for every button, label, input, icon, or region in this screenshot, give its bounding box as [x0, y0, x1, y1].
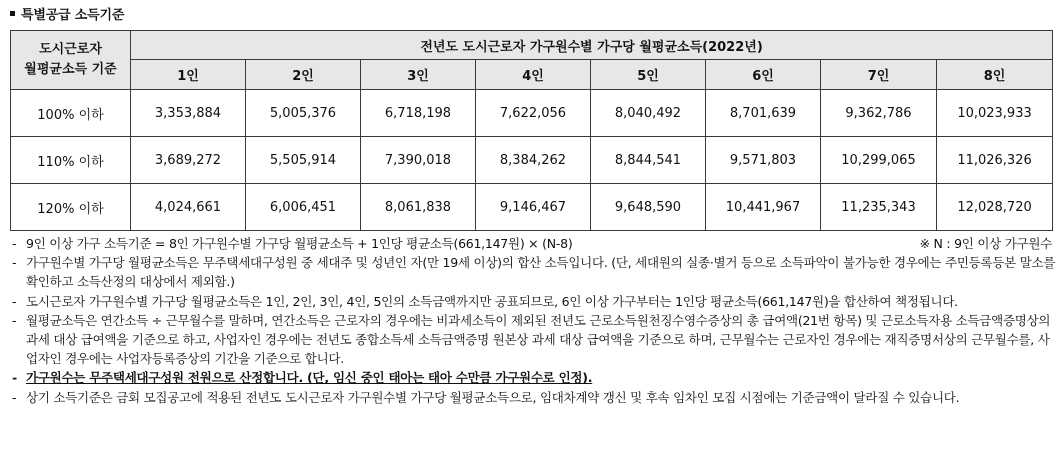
table-cell: 9,648,590 — [591, 184, 706, 231]
table-cell: 5,505,914 — [246, 137, 361, 184]
table-cell: 4,024,661 — [131, 184, 246, 231]
note-item — [12, 253, 1056, 291]
table-cell: 8,040,492 — [591, 90, 706, 137]
table-cell: 9,146,467 — [476, 184, 591, 231]
col-header-6: 6인 — [706, 60, 821, 90]
table-cell: 10,441,967 — [706, 184, 821, 231]
note-item — [12, 234, 1056, 253]
table-cell: 11,235,343 — [821, 184, 937, 231]
table-cell: 7,390,018 — [361, 137, 476, 184]
note-text: 가구원수별 가구당 월평균소득은 무주택세대구성원 중 세대주 및 성년인 자(만 19세 이상)의 합산 소득입니다. (단, 세대원의 실종·별거 등으로 소득파악이 불가능한 경우에는 주민등록등본 말소를 확인하고 소득산정의 대상에서 제외함.) — [26, 255, 1056, 290]
row-label: 110% 이하 — [11, 137, 131, 184]
col-header-1: 1인 — [131, 60, 246, 90]
square-bullet-icon — [10, 11, 15, 16]
row-header-line-2: 월평균소득 기준 — [24, 62, 117, 77]
table-cell: 9,362,786 — [821, 90, 937, 137]
col-header-8: 8인 — [937, 60, 1053, 90]
header-row-top — [11, 31, 1053, 60]
table-row — [11, 90, 1053, 137]
dash-bullet: - — [12, 370, 17, 386]
dash-bullet: - — [12, 312, 17, 328]
table-row — [11, 137, 1053, 184]
section-title — [10, 4, 124, 23]
col-header-3: 3인 — [361, 60, 476, 90]
note-item — [12, 292, 1056, 311]
note-item-emphasis — [12, 368, 1056, 387]
col-header-2: 2인 — [246, 60, 361, 90]
note-text: 가구원수는 무주택세대구성원 전원으로 산정합니다. (단, 임신 중인 태아는 태아 수만큼 가구원수로 인정). — [26, 370, 593, 386]
table-cell: 3,689,272 — [131, 137, 246, 184]
dash-bullet: - — [12, 255, 17, 271]
table-cell: 10,023,933 — [937, 90, 1053, 137]
col-header-7: 7인 — [821, 60, 937, 90]
dash-bullet: - — [12, 389, 17, 405]
income-criteria-table — [10, 30, 1053, 231]
table-cell: 11,026,326 — [937, 137, 1053, 184]
note-text: 월평균소득은 연간소득 ÷ 근무월수를 말하며, 연간소득은 근로자의 경우에는 비과세소득이 제외된 전년도 근로소득원천징수영수증상의 총 급여액(21번 항목) 및 근로소득자용 소득금액증명상의 과세 대상 급여액을 기준으로 하고, 사업자인 경우에는 전년도 종합소득세 소득금액증명 원본상 과세 대상 급여액을 기준으로 하며, 근무월수는 근로자인 경우에는 재직증명서상의 근무월수를, 사업자인 경우에는 사업자등록증상의 기간을 기준으로 합니다. — [26, 312, 1051, 367]
dash-bullet: - — [12, 293, 17, 309]
table-cell: 12,028,720 — [937, 184, 1053, 231]
row-label: 100% 이하 — [11, 90, 131, 137]
table-cell: 8,844,541 — [591, 137, 706, 184]
table-cell: 5,005,376 — [246, 90, 361, 137]
col-header-5: 5인 — [591, 60, 706, 90]
row-header-line-1: 도시근로자 — [39, 42, 102, 57]
table-cell: 7,622,056 — [476, 90, 591, 137]
section-title-text: 특별공급 소득기준 — [21, 8, 125, 23]
row-label: 120% 이하 — [11, 184, 131, 231]
dash-bullet: - — [12, 236, 17, 251]
notes-list — [12, 234, 1056, 407]
note-item — [12, 388, 1056, 407]
note-footnote: ※ N : 9인 이상 가구원수 — [919, 236, 1052, 251]
table-cell: 6,718,198 — [361, 90, 476, 137]
note-item — [12, 311, 1056, 369]
group-header: 전년도 도시근로자 가구원수별 가구당 월평균소득(2022년) — [131, 31, 1053, 60]
table-row — [11, 184, 1053, 231]
col-header-4: 4인 — [476, 60, 591, 90]
table-cell: 8,384,262 — [476, 137, 591, 184]
table-cell: 10,299,065 — [821, 137, 937, 184]
row-header-cell — [11, 31, 131, 90]
table-cell: 8,061,838 — [361, 184, 476, 231]
table-cell: 9,571,803 — [706, 137, 821, 184]
header-row-columns — [11, 60, 1053, 90]
note-text: 상기 소득기준은 금회 모집공고에 적용된 전년도 도시근로자 가구원수별 가구당 월평균소득으로, 임대차계약 갱신 및 후속 임차인 모집 시점에는 기준금액이 달라질 수 있습니다. — [26, 389, 960, 405]
table-cell: 3,353,884 — [131, 90, 246, 137]
table-cell: 8,701,639 — [706, 90, 821, 137]
note-text: 9인 이상 가구 소득기준 = 8인 가구원수별 가구당 월평균소득 + 1인당 평균소득(661,147원) × (N-8) — [26, 236, 573, 251]
note-text: 도시근로자 가구원수별 가구당 월평균소득은 1인, 2인, 3인, 4인, 5인의 소득금액까지만 공표되므로, 6인 이상 가구부터는 1인당 평균소득(661,147원)을 합산하여 책정됩니다. — [26, 293, 958, 309]
table-cell: 6,006,451 — [246, 184, 361, 231]
